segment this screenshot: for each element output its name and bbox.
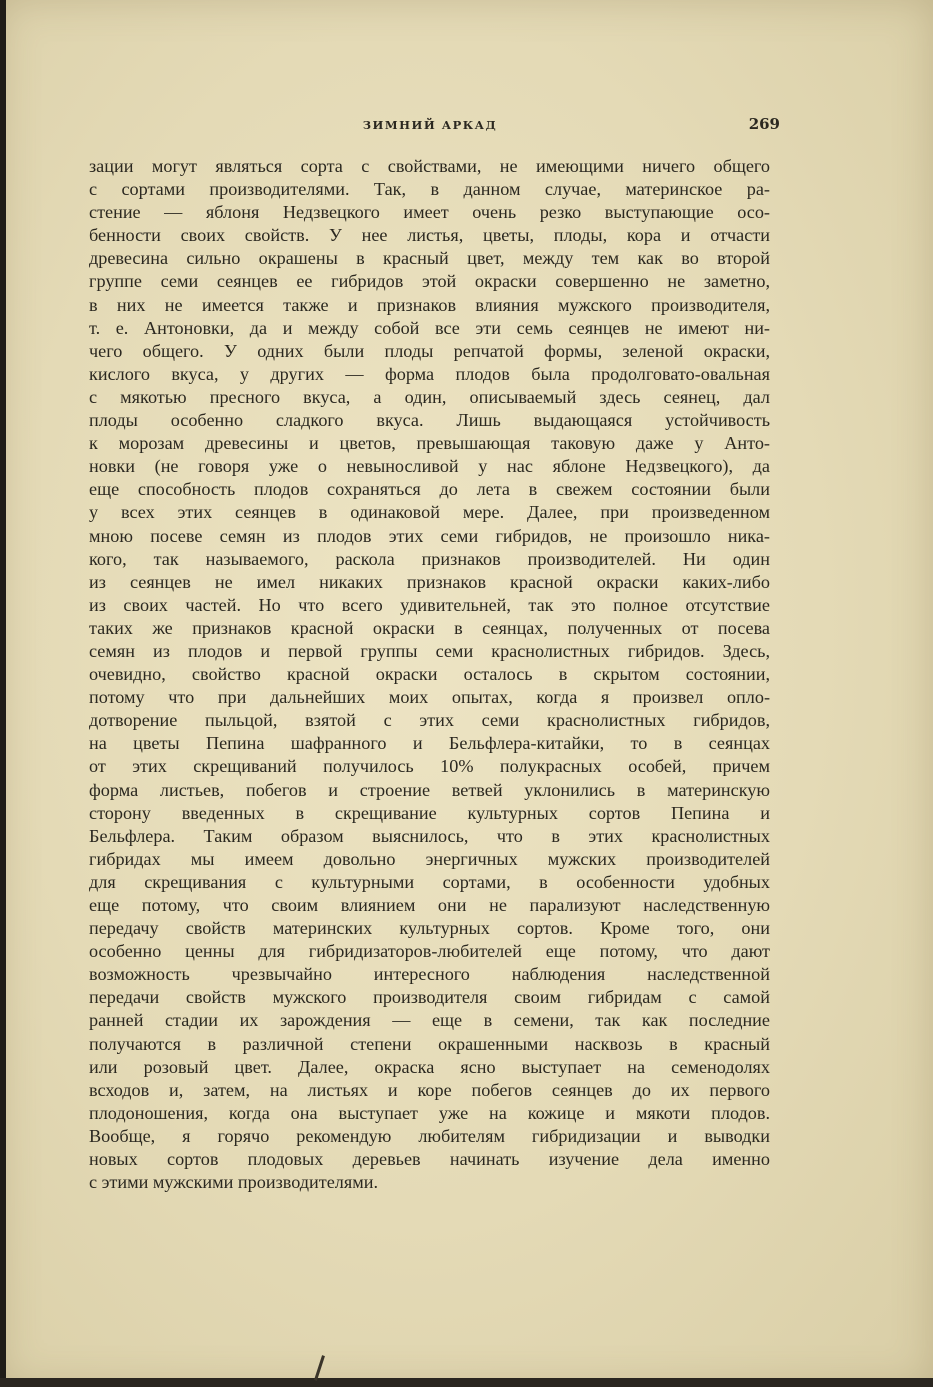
text-line: у всех этих сеянцев в одинаковой мере. Далее, при произведенном (89, 502, 770, 523)
scan-edge-bottom (0, 1378, 933, 1387)
text-line: плоды особенно сладкого вкуса. Лишь выдающаяся устойчивость (89, 410, 770, 431)
text-line: Вообще, я горячо рекомендую любителям гибридизации и выводки (89, 1125, 770, 1146)
text-line: в них не имеется также и признаков влияния мужского производителя, (89, 294, 770, 315)
text-line: очевидно, свойство красной окраски осталось в скрытом состоянии, (89, 664, 770, 685)
text-line: кого, так называемого, раскола признаков производителей. Ни один (89, 548, 770, 569)
text-line: таких же признаков красной окраски в сеянцах, полученных от посева (89, 617, 770, 638)
text-line: для скрещивания с культурными сортами, в особенности удобных (89, 871, 770, 892)
text-line: группе семи сеянцев ее гибридов этой окраски совершенно не заметно, (89, 271, 770, 292)
text-line: всходов и, затем, на листьях и коре побегов сеянцев до их первого (89, 1079, 770, 1100)
text-line: из своих частей. Но что всего удивительней, так это полное отсутствие (89, 594, 770, 615)
page-number: 269 (748, 115, 780, 133)
text-line: т. е. Антоновки, да и между собой все эти семь сеянцев не имеют ни- (89, 317, 770, 338)
ink-mark (314, 1355, 325, 1381)
text-line: к морозам древесины и цветов, превышающая таковую даже у Анто- (89, 433, 770, 454)
text-line: передачи свойств мужского производителя своим гибридам с самой (89, 987, 770, 1008)
text-line: передачу свойств материнских культурных сортов. Кроме того, они (89, 918, 770, 939)
text-line: сторону введенных в скрещивание культурных сортов Пепина и (89, 802, 770, 823)
text-line: стение — яблоня Недзвецкого имеет очень резко выступающие осо- (89, 202, 770, 223)
scan-edge-left (0, 0, 6, 1387)
text-line: чего общего. У одних были плоды репчатой формы, зеленой окраски, (89, 340, 770, 361)
text-line: с этими мужскими производителями. (89, 1172, 379, 1193)
running-header-title: ЗИМНИЙ АРКАД (362, 118, 498, 132)
text-line: семян из плодов и первой группы семи краснолистных гибридов. Здесь, (89, 640, 770, 661)
text-line: гибридах мы имеем довольно энергичных мужских производителей (89, 848, 770, 869)
text-line: ранней стадии их зарождения — еще в семени, так как последние (89, 1010, 770, 1031)
text-line: плодоношения, когда она выступает уже на кожице и мякоти плодов. (89, 1102, 770, 1123)
text-line: возможность чрезвычайно интересного наблюдения наследственной (89, 964, 770, 985)
text-line: особенно ценны для гибридизаторов-любителей еще потому, что дают (89, 941, 770, 962)
text-line: от этих скрещиваний получилось 10% полукрасных особей, причем (89, 756, 770, 777)
text-line: дотворение пыльцой, взятой с этих семи краснолистных гибридов, (89, 710, 770, 731)
text-line: форма листьев, побегов и строение ветвей уклонились в материнскую (89, 779, 770, 800)
text-line: с сортами производителями. Так, в данном случае, материнское ра- (89, 179, 770, 200)
text-line: зации могут являться сорта с свойствами, не имеющими ничего общего (89, 156, 770, 176)
text-line: еще способность плодов сохраняться до лета в свежем состоянии были (89, 479, 770, 500)
text-line: мною посеве семян из плодов этих семи гибридов, не произошло ника- (89, 525, 770, 546)
text-line: потому что при дальнейших моих опытах, когда я произвел опло- (89, 687, 770, 708)
text-line: из сеянцев не имел никаких признаков красной окраски каких-либо (89, 571, 770, 592)
text-line: с мякотью пресного вкуса, а один, описываемый здесь сеянец, дал (89, 386, 770, 407)
text-line: кислого вкуса, у других — форма плодов была продолговато-овальная (89, 363, 770, 384)
text-line: получаются в различной степени окрашенными насквозь в красный (89, 1033, 770, 1054)
text-line: Бельфлера. Таким образом выяснилось, что в этих краснолистных (89, 825, 770, 846)
text-line: или розовый цвет. Далее, окраска ясно выступает на семенодолях (89, 1056, 770, 1077)
text-line: новки (не говоря уже о невыносливой у нас яблоне Недзвецкого), да (89, 456, 770, 477)
text-line: на цветы Пепина шафранного и Бельфлера-китайки, то в сеянцах (89, 733, 770, 754)
text-line: древесина сильно окрашены в красный цвет, между тем как во второй (89, 248, 770, 269)
text-line: бенности своих свойств. У нее листья, цветы, плоды, кора и отчасти (89, 225, 770, 246)
text-line: еще потому, что своим влиянием они не парализуют наследственную (89, 895, 770, 915)
body-text (89, 155, 770, 1194)
text-line: новых сортов плодовых деревьев начинать изучение дела именно (89, 1149, 770, 1170)
